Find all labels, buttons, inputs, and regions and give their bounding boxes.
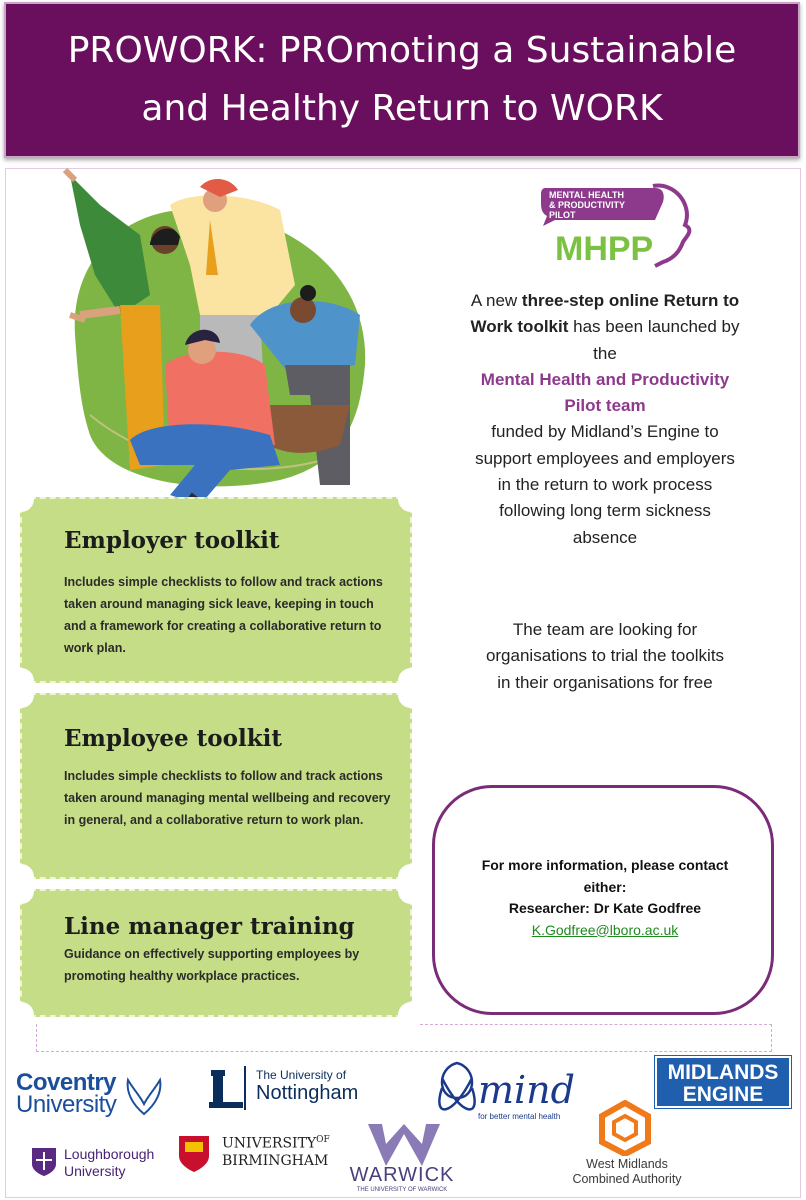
coventry-phoenix-icon (122, 1074, 166, 1118)
contact-line-1: For more information, please contact either: (481, 857, 729, 895)
header-banner (4, 2, 800, 158)
midlands-logo-line-2: ENGINE (682, 1083, 764, 1106)
midlands-engine-logo (655, 1056, 791, 1108)
employee-toolkit-card (20, 693, 412, 879)
employee-toolkit-desc: Includes simple checklists to follow and track actions taken around managing mental wellbeing and recovery in general, and a collaborative return to work plan. (64, 769, 391, 827)
page-title: PROWORK: PROmoting a Sustainable and Healthy Return to WORK (67, 30, 737, 129)
mind-logo-tagline: for better mental health (478, 1112, 561, 1121)
nottingham-divider (244, 1066, 246, 1110)
intro-bold-toolkit: three-step online Return to Work toolkit (470, 291, 740, 337)
logo-divider-top (420, 1024, 772, 1025)
nottingham-castle-icon (205, 1066, 245, 1110)
logo-divider (36, 1024, 772, 1052)
loughborough-crest-icon (30, 1146, 58, 1178)
birmingham-word-of: OF (316, 1135, 330, 1145)
contact-researcher: Researcher: Dr Kate Godfree (508, 900, 702, 916)
mind-logo-word: mind (478, 1068, 575, 1112)
coventry-logo (16, 1069, 117, 1118)
wmca-logo-line-2: Combined Authority (572, 1172, 682, 1186)
trial-paragraph: The team are looking for organisations to trial the toolkits in their organisations for free (485, 620, 725, 692)
nottingham-logo-line-2: Nottingham (256, 1082, 359, 1104)
intro-paragraph (470, 288, 740, 551)
wmca-logo-line-1: West Midlands (586, 1157, 668, 1171)
employer-toolkit-card (20, 497, 412, 683)
midlands-logo-line-1: MIDLANDS (667, 1061, 779, 1084)
contact-info (460, 855, 750, 941)
loughborough-logo-line-2: University (64, 1163, 126, 1179)
mhpp-acronym: MHPP (555, 230, 654, 268)
coventry-logo-line-1: Coventry (16, 1069, 117, 1096)
mhpp-line-3: PILOT (549, 210, 576, 220)
birmingham-logo-line-2: BIRMINGHAM (222, 1152, 329, 1169)
employer-toolkit-title: Employer toolkit (64, 527, 280, 554)
intro-text-2: has been launched by the (573, 317, 740, 363)
coventry-logo-line-2: University (16, 1091, 117, 1118)
mind-knot-icon (432, 1058, 482, 1128)
birmingham-crest-icon (177, 1134, 211, 1174)
intro-text-3: funded by Midland’s Engine to support employees and employers in the return to work process following long term sickness absence (475, 422, 735, 547)
nottingham-logo-line-1: The University of (256, 1068, 347, 1082)
nottingham-logo (256, 1068, 358, 1105)
wmca-hexagon-icon (598, 1100, 652, 1156)
warwick-logo-line-1: WARWICK (349, 1164, 455, 1186)
employee-toolkit-title: Employee toolkit (64, 725, 283, 752)
warwick-w-icon (366, 1122, 442, 1168)
loughborough-logo (64, 1146, 154, 1180)
intro-text-1: A new (470, 291, 518, 310)
mhpp-line-1: MENTAL HEALTH (549, 190, 624, 200)
line-manager-card (20, 889, 412, 1017)
mhpp-line-2: & PRODUCTIVITY (549, 200, 626, 210)
birmingham-word-university: UNIVERSITY (222, 1135, 317, 1152)
line-manager-title: Line manager training (64, 913, 355, 940)
birmingham-logo (222, 1132, 330, 1170)
warwick-logo (346, 1164, 458, 1193)
warwick-logo-line-2: THE UNIVERSITY OF WARWICK (356, 1187, 448, 1193)
employer-toolkit-desc: Includes simple checklists to follow and track actions taken around managing sick leave, keeping in touch and a framework for creating a collaborative return to work plan. (64, 575, 383, 655)
wmca-logo (553, 1157, 701, 1187)
intro-team-name: Mental Health and Productivity Pilot team (480, 369, 730, 416)
birmingham-logo-line-1 (222, 1132, 330, 1153)
mhpp-logo (535, 180, 695, 270)
loughborough-logo-line-1: Loughborough (64, 1146, 155, 1162)
contact-email-link[interactable]: K.Godfree@lboro.ac.uk (531, 921, 679, 938)
people-illustration (50, 165, 380, 525)
mind-logo (478, 1068, 575, 1121)
line-manager-desc: Guidance on effectively supporting employees by promoting healthy workplace practices. (64, 947, 360, 983)
